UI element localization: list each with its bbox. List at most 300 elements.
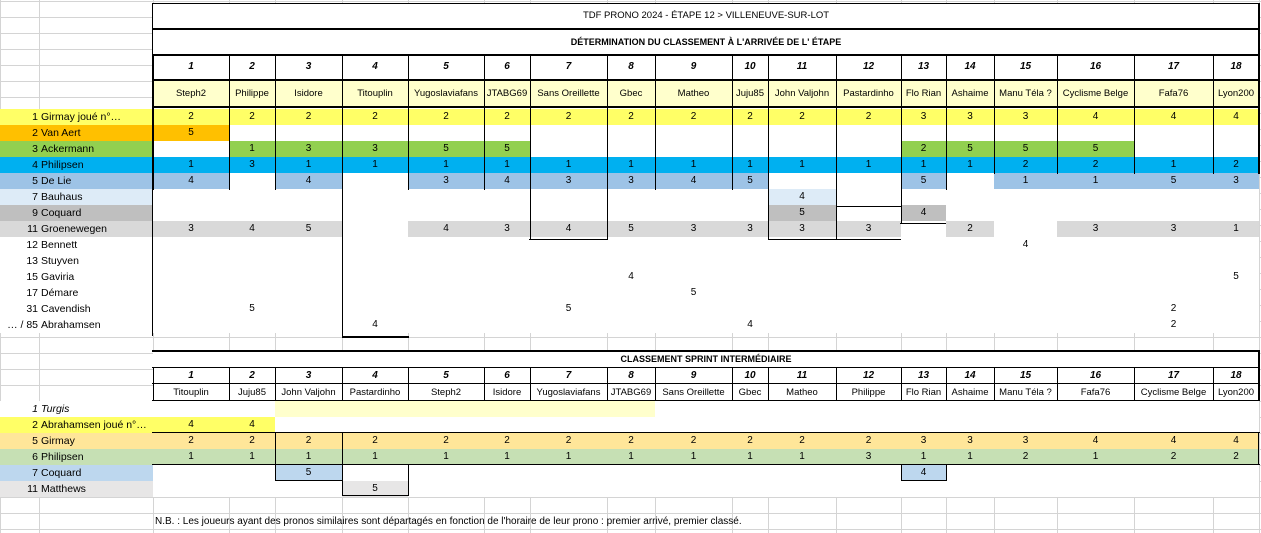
prediction-cell[interactable]: 1 — [530, 157, 607, 173]
prediction-cell[interactable] — [901, 417, 946, 433]
prediction-cell[interactable] — [946, 125, 994, 141]
prediction-cell[interactable]: 5 — [1213, 269, 1259, 285]
prediction-cell[interactable] — [946, 481, 994, 497]
prediction-cell[interactable]: 1 — [229, 449, 275, 465]
prediction-cell[interactable] — [946, 189, 994, 205]
prediction-cell[interactable] — [1134, 253, 1213, 269]
prediction-cell[interactable] — [1213, 417, 1259, 433]
prediction-cell[interactable]: 4 — [901, 205, 946, 221]
prediction-cell[interactable]: 3 — [275, 141, 342, 157]
prediction-cell[interactable]: 2 — [1134, 301, 1213, 317]
prediction-cell[interactable]: 2 — [607, 109, 655, 125]
prediction-cell[interactable]: 2 — [408, 433, 484, 449]
prediction-cell[interactable] — [342, 285, 408, 301]
prediction-cell[interactable] — [153, 301, 229, 317]
prediction-cell[interactable] — [484, 253, 530, 269]
prediction-cell[interactable] — [408, 401, 484, 417]
player-header[interactable]: Gbec — [732, 384, 768, 401]
prediction-cell[interactable] — [1134, 269, 1213, 285]
prediction-cell[interactable] — [530, 481, 607, 497]
prediction-cell[interactable]: 2 — [530, 433, 607, 449]
prediction-cell[interactable] — [946, 237, 994, 253]
column-number[interactable]: 7 — [530, 368, 607, 383]
prediction-cell[interactable]: 1 — [607, 157, 655, 173]
prediction-cell[interactable]: 2 — [1134, 449, 1213, 465]
prediction-cell[interactable]: 2 — [655, 433, 732, 449]
prediction-cell[interactable] — [530, 253, 607, 269]
prediction-cell[interactable]: 1 — [607, 449, 655, 465]
prediction-cell[interactable]: 1 — [530, 449, 607, 465]
prediction-cell[interactable]: 2 — [732, 433, 768, 449]
prediction-cell[interactable] — [275, 269, 342, 285]
rider-name[interactable]: Coquard — [39, 465, 153, 481]
prediction-cell[interactable] — [994, 189, 1057, 205]
prediction-cell[interactable] — [153, 481, 229, 497]
prediction-cell[interactable] — [901, 301, 946, 317]
prediction-cell[interactable]: 1 — [484, 157, 530, 173]
player-header[interactable]: Cyclisme Belge — [1134, 384, 1213, 401]
prediction-cell[interactable] — [768, 481, 836, 497]
prediction-cell[interactable] — [732, 301, 768, 317]
rider-rank[interactable]: 1 — [0, 401, 39, 417]
prediction-cell[interactable] — [1213, 141, 1259, 157]
prediction-cell[interactable]: 4 — [275, 173, 342, 189]
prediction-cell[interactable]: 2 — [1213, 157, 1259, 173]
prediction-cell[interactable] — [655, 237, 732, 253]
prediction-cell[interactable]: 4 — [1213, 109, 1259, 125]
prediction-cell[interactable] — [994, 285, 1057, 301]
prediction-cell[interactable] — [530, 285, 607, 301]
prediction-cell[interactable] — [607, 253, 655, 269]
prediction-cell[interactable]: 4 — [901, 465, 946, 481]
rider-rank[interactable]: 17 — [0, 285, 39, 301]
column-number[interactable]: 4 — [342, 368, 408, 383]
prediction-cell[interactable] — [484, 125, 530, 141]
column-number[interactable]: 12 — [836, 56, 901, 78]
prediction-cell[interactable] — [768, 417, 836, 433]
prediction-cell[interactable] — [946, 317, 994, 333]
prediction-cell[interactable]: 5 — [153, 125, 229, 141]
prediction-cell[interactable] — [836, 173, 901, 189]
rider-name[interactable]: Bennett — [39, 237, 153, 253]
prediction-cell[interactable] — [229, 401, 275, 417]
player-header[interactable]: Ashaime — [946, 81, 994, 106]
prediction-cell[interactable] — [607, 189, 655, 205]
rider-name[interactable]: Gaviria — [39, 269, 153, 285]
rider-name[interactable]: Philipsen — [39, 449, 153, 465]
prediction-cell[interactable]: 4 — [1057, 109, 1134, 125]
player-header[interactable]: John Valjohn — [275, 384, 342, 401]
prediction-cell[interactable] — [229, 237, 275, 253]
prediction-cell[interactable] — [1213, 253, 1259, 269]
prediction-cell[interactable] — [530, 417, 607, 433]
prediction-cell[interactable]: 4 — [1057, 433, 1134, 449]
player-header[interactable]: John Valjohn — [768, 81, 836, 106]
prediction-cell[interactable] — [994, 401, 1057, 417]
prediction-cell[interactable] — [946, 205, 994, 221]
column-number[interactable]: 14 — [946, 368, 994, 383]
prediction-cell[interactable]: 1 — [275, 157, 342, 173]
prediction-cell[interactable] — [994, 317, 1057, 333]
prediction-cell[interactable] — [275, 285, 342, 301]
prediction-cell[interactable] — [607, 301, 655, 317]
prediction-cell[interactable] — [530, 269, 607, 285]
prediction-cell[interactable] — [408, 205, 484, 221]
prediction-cell[interactable]: 2 — [342, 109, 408, 125]
rider-rank[interactable]: 13 — [0, 253, 39, 269]
prediction-cell[interactable] — [607, 481, 655, 497]
column-number[interactable]: 6 — [484, 368, 530, 383]
prediction-cell[interactable]: 5 — [732, 173, 768, 189]
prediction-cell[interactable] — [836, 465, 901, 481]
prediction-cell[interactable] — [408, 465, 484, 481]
prediction-cell[interactable] — [1213, 205, 1259, 221]
prediction-cell[interactable] — [484, 269, 530, 285]
prediction-cell[interactable]: 3 — [484, 221, 530, 237]
column-number[interactable]: 11 — [768, 56, 836, 78]
prediction-cell[interactable]: 2 — [408, 109, 484, 125]
player-header[interactable]: Isidore — [484, 384, 530, 401]
prediction-cell[interactable] — [229, 189, 275, 205]
prediction-cell[interactable] — [655, 141, 732, 157]
prediction-cell[interactable] — [994, 269, 1057, 285]
prediction-cell[interactable]: 4 — [229, 221, 275, 237]
column-number[interactable]: 5 — [408, 56, 484, 78]
prediction-cell[interactable] — [946, 301, 994, 317]
rider-name[interactable]: Stuyven — [39, 253, 153, 269]
prediction-cell[interactable]: 3 — [946, 109, 994, 125]
column-number[interactable]: 8 — [607, 368, 655, 383]
prediction-cell[interactable] — [1057, 205, 1134, 221]
prediction-cell[interactable]: 1 — [1057, 173, 1134, 189]
prediction-cell[interactable] — [732, 141, 768, 157]
prediction-cell[interactable] — [484, 205, 530, 221]
prediction-cell[interactable] — [836, 285, 901, 301]
prediction-cell[interactable] — [530, 317, 607, 333]
prediction-cell[interactable] — [408, 237, 484, 253]
prediction-cell[interactable] — [1057, 285, 1134, 301]
player-header[interactable]: Manu Téla ? — [994, 384, 1057, 401]
prediction-cell[interactable]: 5 — [342, 481, 408, 497]
prediction-cell[interactable] — [1213, 301, 1259, 317]
prediction-cell[interactable]: 5 — [946, 141, 994, 157]
prediction-cell[interactable] — [1134, 401, 1213, 417]
column-number[interactable]: 1 — [153, 368, 229, 383]
column-number[interactable]: 15 — [994, 368, 1057, 383]
rider-rank[interactable]: 5 — [0, 173, 39, 189]
prediction-cell[interactable] — [229, 269, 275, 285]
prediction-cell[interactable]: 1 — [342, 157, 408, 173]
prediction-cell[interactable] — [1057, 237, 1134, 253]
prediction-cell[interactable] — [275, 205, 342, 221]
prediction-cell[interactable] — [484, 317, 530, 333]
prediction-cell[interactable]: 1 — [768, 157, 836, 173]
prediction-cell[interactable] — [836, 417, 901, 433]
prediction-cell[interactable] — [836, 125, 901, 141]
prediction-cell[interactable] — [607, 141, 655, 157]
column-number[interactable]: 10 — [732, 56, 768, 78]
prediction-cell[interactable] — [275, 253, 342, 269]
rider-name[interactable]: Cavendish — [39, 301, 153, 317]
rider-name[interactable]: Groenewegen — [39, 221, 153, 237]
prediction-cell[interactable] — [229, 205, 275, 221]
prediction-cell[interactable]: 2 — [275, 109, 342, 125]
prediction-cell[interactable] — [994, 301, 1057, 317]
player-header[interactable]: Isidore — [275, 81, 342, 106]
prediction-cell[interactable] — [768, 141, 836, 157]
prediction-cell[interactable] — [408, 301, 484, 317]
prediction-cell[interactable] — [1213, 465, 1259, 481]
prediction-cell[interactable]: 2 — [1134, 317, 1213, 333]
prediction-cell[interactable] — [408, 189, 484, 205]
prediction-cell[interactable]: 4 — [655, 173, 732, 189]
prediction-cell[interactable]: 1 — [901, 449, 946, 465]
column-number[interactable]: 6 — [484, 56, 530, 78]
prediction-cell[interactable]: 5 — [275, 465, 342, 481]
prediction-cell[interactable] — [342, 465, 408, 481]
prediction-cell[interactable] — [607, 401, 655, 417]
player-header[interactable]: Steph2 — [153, 81, 229, 106]
rider-rank[interactable]: 15 — [0, 269, 39, 285]
prediction-cell[interactable] — [484, 237, 530, 253]
prediction-cell[interactable] — [1213, 285, 1259, 301]
prediction-cell[interactable] — [655, 417, 732, 433]
prediction-cell[interactable] — [408, 269, 484, 285]
prediction-cell[interactable] — [946, 417, 994, 433]
prediction-cell[interactable] — [768, 301, 836, 317]
prediction-cell[interactable]: 4 — [732, 317, 768, 333]
column-number[interactable]: 16 — [1057, 56, 1134, 78]
prediction-cell[interactable]: 2 — [229, 109, 275, 125]
prediction-cell[interactable] — [768, 125, 836, 141]
column-number[interactable]: 18 — [1213, 56, 1259, 78]
prediction-cell[interactable]: 2 — [901, 141, 946, 157]
prediction-cell[interactable]: 1 — [408, 157, 484, 173]
prediction-cell[interactable] — [836, 189, 901, 205]
player-header[interactable]: Philippe — [229, 81, 275, 106]
prediction-cell[interactable]: 3 — [655, 221, 732, 237]
column-number[interactable]: 3 — [275, 56, 342, 78]
prediction-cell[interactable]: 3 — [994, 433, 1057, 449]
prediction-cell[interactable] — [607, 417, 655, 433]
prediction-cell[interactable] — [408, 417, 484, 433]
column-number[interactable]: 3 — [275, 368, 342, 383]
prediction-cell[interactable] — [901, 401, 946, 417]
player-header[interactable]: Pastardinho — [836, 81, 901, 106]
prediction-cell[interactable] — [153, 465, 229, 481]
prediction-cell[interactable] — [1213, 317, 1259, 333]
player-header[interactable]: Juju85 — [732, 81, 768, 106]
prediction-cell[interactable]: 2 — [732, 109, 768, 125]
prediction-cell[interactable]: 3 — [1134, 221, 1213, 237]
prediction-cell[interactable]: 2 — [946, 221, 994, 237]
prediction-cell[interactable]: 1 — [1057, 449, 1134, 465]
prediction-cell[interactable]: 3 — [408, 173, 484, 189]
player-header[interactable]: Fafa76 — [1057, 384, 1134, 401]
prediction-cell[interactable] — [275, 401, 342, 417]
prediction-cell[interactable]: 1 — [655, 449, 732, 465]
prediction-cell[interactable] — [732, 125, 768, 141]
prediction-cell[interactable] — [732, 401, 768, 417]
player-header[interactable]: Flo Rian — [901, 384, 946, 401]
player-header[interactable]: Cyclisme Belge — [1057, 81, 1134, 106]
rider-rank[interactable]: 11 — [0, 481, 39, 497]
prediction-cell[interactable] — [607, 205, 655, 221]
prediction-cell[interactable] — [153, 189, 229, 205]
prediction-cell[interactable] — [342, 401, 408, 417]
prediction-cell[interactable]: 4 — [1134, 109, 1213, 125]
rider-name[interactable]: Démare — [39, 285, 153, 301]
prediction-cell[interactable] — [732, 285, 768, 301]
prediction-cell[interactable]: 3 — [607, 173, 655, 189]
prediction-cell[interactable] — [732, 417, 768, 433]
prediction-cell[interactable]: 5 — [901, 173, 946, 189]
prediction-cell[interactable]: 1 — [1213, 221, 1259, 237]
prediction-cell[interactable] — [994, 465, 1057, 481]
prediction-cell[interactable] — [1057, 301, 1134, 317]
prediction-cell[interactable] — [732, 269, 768, 285]
prediction-cell[interactable] — [1134, 481, 1213, 497]
prediction-cell[interactable] — [342, 205, 408, 221]
prediction-cell[interactable]: 1 — [275, 449, 342, 465]
prediction-cell[interactable] — [153, 205, 229, 221]
prediction-cell[interactable] — [901, 253, 946, 269]
prediction-cell[interactable]: 3 — [1057, 221, 1134, 237]
prediction-cell[interactable] — [732, 481, 768, 497]
prediction-cell[interactable] — [836, 317, 901, 333]
prediction-cell[interactable] — [1057, 417, 1134, 433]
column-number[interactable]: 1 — [153, 56, 229, 78]
prediction-cell[interactable] — [901, 317, 946, 333]
prediction-cell[interactable]: 5 — [229, 301, 275, 317]
prediction-cell[interactable] — [484, 401, 530, 417]
prediction-cell[interactable] — [530, 189, 607, 205]
prediction-cell[interactable]: 5 — [1057, 141, 1134, 157]
prediction-cell[interactable]: 2 — [607, 433, 655, 449]
prediction-cell[interactable] — [655, 269, 732, 285]
prediction-cell[interactable] — [901, 481, 946, 497]
rider-rank[interactable]: 2 — [0, 417, 39, 433]
prediction-cell[interactable] — [655, 125, 732, 141]
rider-rank[interactable]: 6 — [0, 449, 39, 465]
prediction-cell[interactable] — [153, 141, 229, 157]
prediction-cell[interactable] — [229, 285, 275, 301]
prediction-cell[interactable]: 1 — [946, 157, 994, 173]
prediction-cell[interactable] — [946, 253, 994, 269]
column-number[interactable]: 9 — [655, 368, 732, 383]
prediction-cell[interactable]: 5 — [1134, 173, 1213, 189]
prediction-cell[interactable] — [408, 253, 484, 269]
prediction-cell[interactable] — [1134, 125, 1213, 141]
column-number[interactable]: 14 — [946, 56, 994, 78]
rider-rank[interactable]: … / 85 — [0, 317, 39, 333]
prediction-cell[interactable]: 2 — [836, 109, 901, 125]
prediction-cell[interactable] — [901, 237, 946, 253]
prediction-cell[interactable]: 2 — [342, 433, 408, 449]
player-header[interactable]: Yugoslaviafans — [408, 81, 484, 106]
prediction-cell[interactable] — [946, 173, 994, 189]
prediction-cell[interactable] — [1057, 481, 1134, 497]
column-number[interactable]: 17 — [1134, 56, 1213, 78]
prediction-cell[interactable] — [655, 189, 732, 205]
prediction-cell[interactable] — [607, 465, 655, 481]
player-header[interactable]: Philippe — [836, 384, 901, 401]
prediction-cell[interactable]: 2 — [994, 449, 1057, 465]
prediction-cell[interactable] — [607, 125, 655, 141]
prediction-cell[interactable]: 2 — [530, 109, 607, 125]
prediction-cell[interactable] — [732, 237, 768, 253]
prediction-cell[interactable]: 4 — [768, 189, 836, 205]
prediction-cell[interactable]: 2 — [484, 433, 530, 449]
player-header[interactable]: Flo Rian — [901, 81, 946, 106]
player-header[interactable]: Matheo — [655, 81, 732, 106]
prediction-cell[interactable] — [342, 417, 408, 433]
prediction-cell[interactable]: 4 — [153, 417, 229, 433]
prediction-cell[interactable] — [1134, 189, 1213, 205]
rider-name[interactable]: Van Aert — [39, 125, 153, 141]
prediction-cell[interactable] — [836, 141, 901, 157]
prediction-cell[interactable] — [836, 301, 901, 317]
prediction-cell[interactable]: 1 — [994, 173, 1057, 189]
prediction-cell[interactable] — [768, 253, 836, 269]
column-number[interactable]: 13 — [901, 368, 946, 383]
prediction-cell[interactable] — [994, 417, 1057, 433]
prediction-cell[interactable]: 2 — [768, 433, 836, 449]
prediction-cell[interactable]: 5 — [408, 141, 484, 157]
prediction-cell[interactable] — [1213, 237, 1259, 253]
rider-rank[interactable]: 2 — [0, 125, 39, 141]
column-number[interactable]: 2 — [229, 368, 275, 383]
prediction-cell[interactable] — [836, 481, 901, 497]
prediction-cell[interactable] — [530, 465, 607, 481]
player-header[interactable]: Fafa76 — [1134, 81, 1213, 106]
prediction-cell[interactable] — [1057, 253, 1134, 269]
rider-name[interactable]: Girmay — [39, 433, 153, 449]
prediction-cell[interactable] — [655, 301, 732, 317]
prediction-cell[interactable]: 3 — [732, 221, 768, 237]
prediction-cell[interactable] — [836, 269, 901, 285]
prediction-cell[interactable] — [530, 141, 607, 157]
prediction-cell[interactable]: 1 — [655, 157, 732, 173]
prediction-cell[interactable]: 1 — [1134, 157, 1213, 173]
rider-name[interactable]: Abrahamsen joué n°… — [39, 417, 153, 433]
prediction-cell[interactable] — [342, 301, 408, 317]
prediction-cell[interactable] — [275, 237, 342, 253]
prediction-cell[interactable] — [342, 173, 408, 189]
rider-name[interactable]: Girmay joué n°… — [39, 109, 153, 125]
rider-rank[interactable]: 11 — [0, 221, 39, 237]
prediction-cell[interactable] — [342, 125, 408, 141]
column-number[interactable]: 8 — [607, 56, 655, 78]
rider-name[interactable]: De Lie — [39, 173, 153, 189]
prediction-cell[interactable]: 3 — [836, 449, 901, 465]
rider-rank[interactable]: 5 — [0, 433, 39, 449]
prediction-cell[interactable] — [530, 205, 607, 221]
prediction-cell[interactable] — [275, 301, 342, 317]
player-header[interactable]: Steph2 — [408, 384, 484, 401]
prediction-cell[interactable] — [275, 417, 342, 433]
prediction-cell[interactable] — [994, 221, 1057, 237]
prediction-cell[interactable] — [994, 253, 1057, 269]
prediction-cell[interactable] — [153, 237, 229, 253]
rider-name[interactable]: Coquard — [39, 205, 153, 221]
rider-rank[interactable]: 4 — [0, 157, 39, 173]
prediction-cell[interactable] — [901, 125, 946, 141]
prediction-cell[interactable]: 2 — [1213, 449, 1259, 465]
prediction-cell[interactable]: 3 — [946, 433, 994, 449]
prediction-cell[interactable]: 1 — [342, 449, 408, 465]
prediction-cell[interactable] — [484, 285, 530, 301]
